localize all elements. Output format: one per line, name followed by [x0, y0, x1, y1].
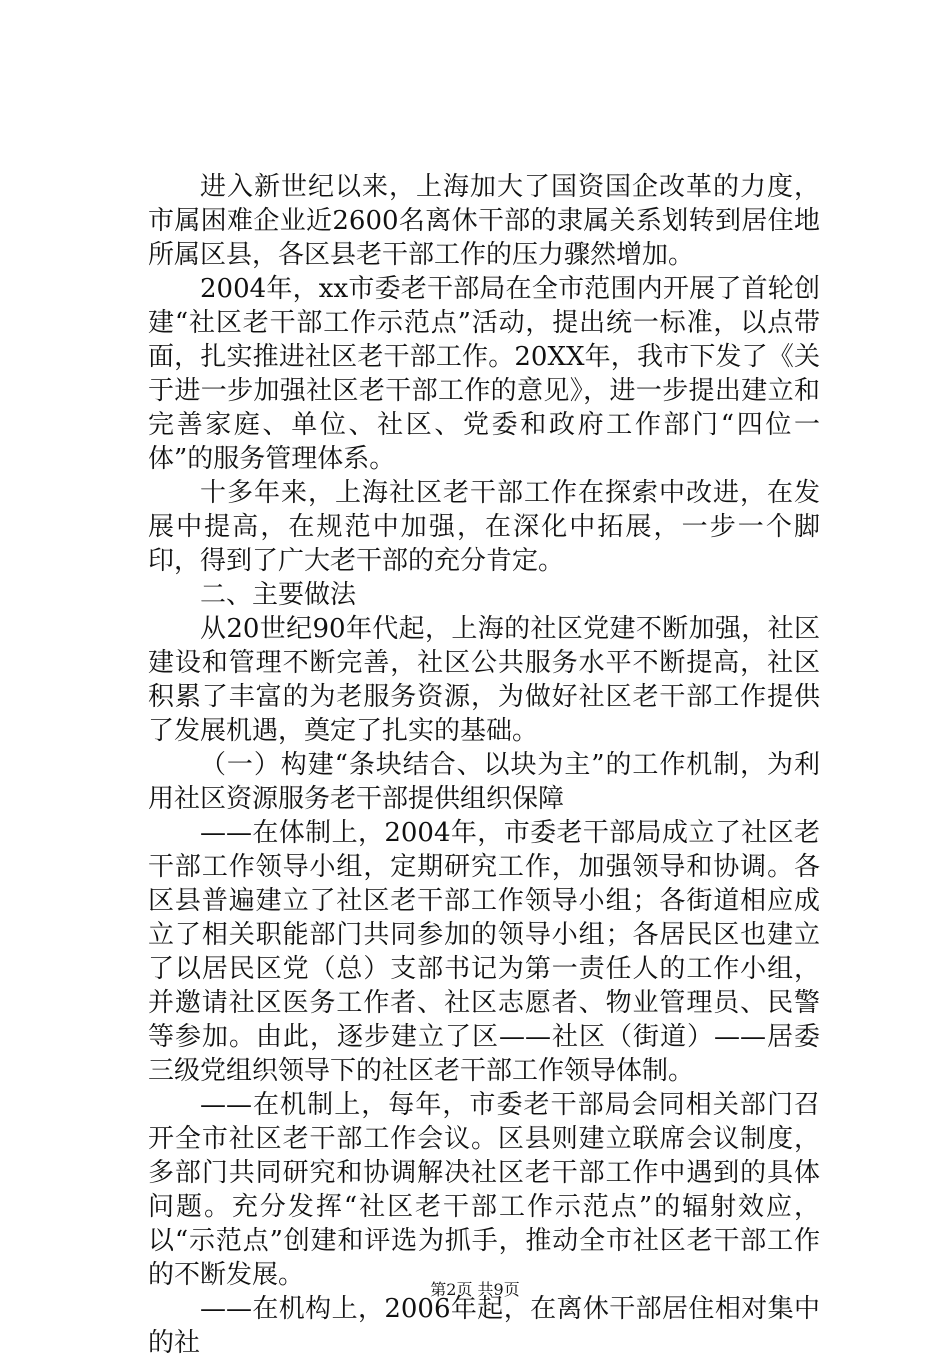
- paragraph-5: ——在体制上，2004年，市委老干部局成立了社区老干部工作领导小组，定期研究工作，加强领导和协调。各区县普遍建立了社区老干部工作领导小组；各街道相应成立了相关职能部门共同参加的领导小组；各居民区也建立了以居民区党（总）支部书记为第一责任人的工作小组，并邀请社区医务工作者、社区志愿者、物业管理员、民警等参加。由此，逐步建立了区——社区（街道）——居委三级党组织领导下的社区老干部工作领导体制。: [148, 818, 820, 1086]
- page-footer: [0, 1280, 950, 1300]
- paragraph-6: ——在机制上，每年，市委老干部局会同相关部门召开全市社区老干部工作会议。区县则建立联席会议制度，多部门共同研究和协调解决社区老干部工作中遇到的具体问题。充分发挥“社区老干部工作示范点”的辐射效应，以“示范点”创建和评选为抓手，推动全市社区老干部工作的不断发展。: [148, 1090, 820, 1290]
- page-number: 第2页 共9页: [430, 1280, 520, 1299]
- subsection-heading: （一）构建“条块结合、以块为主”的工作机制，为利用社区资源服务老干部提供组织保障: [148, 750, 820, 814]
- paragraph-4: 从20世纪90年代起，上海的社区党建不断加强，社区建设和管理不断完善，社区公共服务水平不断提高，社区积累了丰富的为老服务资源，为做好社区老干部工作提供了发展机遇，奠定了扎实的基础。: [148, 614, 820, 746]
- paragraph-2: 2004年，xx市委老干部局在全市范围内开展了首轮创建“社区老干部工作示范点”活动，提出统一标准，以点带面，扎实推进社区老干部工作。20XX年，我市下发了《关于进一步加强社区老干部工作的意见》，进一步提出建立和完善家庭、单位、社区、党委和政府工作部门“四位一体”的服务管理体系。: [148, 274, 820, 474]
- document-body: [148, 170, 820, 1360]
- paragraph-3: 十多年来，上海社区老干部工作在探索中改进，在发展中提高，在规范中加强，在深化中拓展，一步一个脚印，得到了广大老干部的充分肯定。: [148, 478, 820, 576]
- paragraph-7: ——在机构上，2006年起，在离休干部居住相对集中的社: [148, 1294, 820, 1358]
- section-heading: 二、主要做法: [200, 580, 357, 610]
- paragraph-1: 进入新世纪以来，上海加大了国资国企改革的力度，市属困难企业近2600名离休干部的隶属关系划转到居住地所属区县，各区县老干部工作的压力骤然增加。: [148, 172, 820, 270]
